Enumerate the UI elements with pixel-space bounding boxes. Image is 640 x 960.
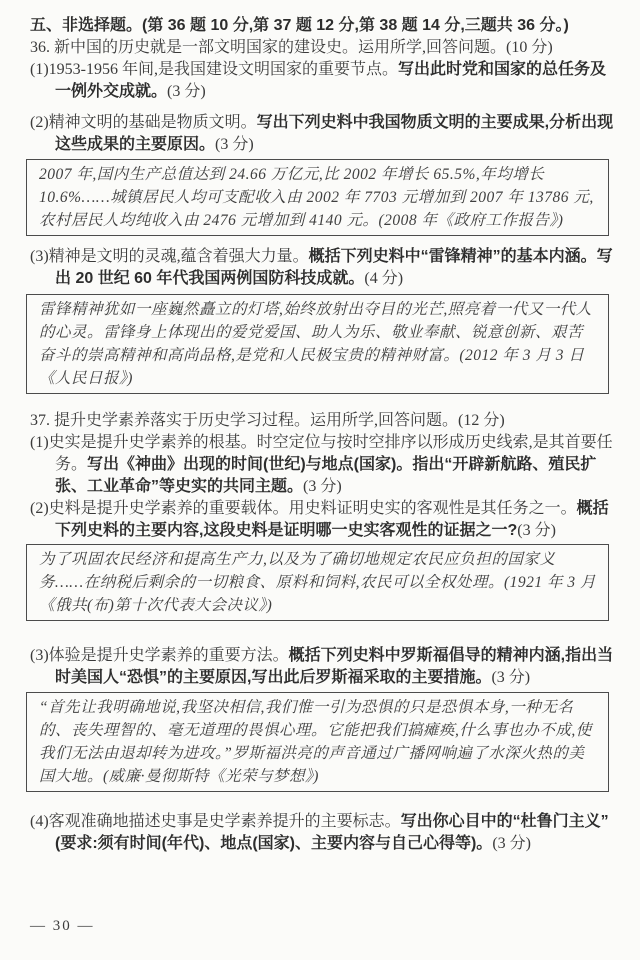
- question-37-part-3: [30, 645, 614, 689]
- body-text: 2007 年,国内生产总值达到 24.66 万亿元,比 2002 年增长 65.5%,年均增长 10.6%……城镇居民人均可支配收入由 2002 年 7703 元增加到 2007 年 13786 元,农村居民人均纯收入由 2476 元增加到 4140 元。(2008 年《政府工作报告》): [39, 166, 594, 229]
- question-36-part-3: [30, 246, 614, 290]
- body-text: (3 分): [491, 669, 531, 686]
- question-36-part-2: [30, 112, 614, 156]
- source-box-roosevelt-speech: [26, 692, 609, 792]
- body-text: (3 分): [492, 835, 531, 852]
- question-37-part-1: [30, 432, 614, 498]
- body-text: (3 分): [517, 522, 556, 539]
- body-text: (3 分): [215, 136, 254, 153]
- body-text: (2)史料是提升史学素养的重要载体。用史料证明史实的客观性是其任务之一。: [30, 500, 577, 517]
- emphasis-text: 写出你心目中的“杜鲁门主义”(要求:须有时间(年代)、地点(国家)、主要内容与自己心得等)。: [55, 813, 609, 852]
- body-text: 37. 提升史学素养落实于历史学习过程。运用所学,回答问题。(12 分): [30, 412, 505, 429]
- emphasis-text: 写出此时党和国家的总任务及一例外交成就。: [55, 61, 607, 100]
- body-text: (3 分): [167, 83, 206, 100]
- emphasis-text: 写出下列史料中我国物质文明的主要成果,分析出现这些成果的主要原因。: [55, 114, 614, 153]
- body-text: 雷锋精神犹如一座巍然矗立的灯塔,始终放射出夺目的光芒,照亮着一代又一代人的心灵。雷锋身上体现出的爱党爱国、助人为乐、敬业奉献、锐意创新、艰苦奋斗的崇高精神和高尚品格,是党和人民极宝贵的精神财富。(2012 年 3 月 3 日《人民日报》): [39, 301, 592, 387]
- body-text: (2)精神文明的基础是物质文明。: [30, 114, 257, 131]
- source-box-leifeng-spirit: [26, 294, 609, 394]
- page-number: — 30 —: [30, 918, 95, 934]
- body-text: (1)1953-1956 年间,是我国建设文明国家的重要节点。: [30, 61, 398, 78]
- body-text: (3 分): [303, 478, 342, 495]
- body-text: (3)体验是提升史学素养的重要方法。: [30, 647, 289, 664]
- body-text: 36. 新中国的历史就是一部文明国家的建设史。运用所学,回答问题。(10 分): [30, 39, 553, 56]
- emphasis-text: 写出《神曲》出现的时间(世纪)与地点(国家)。指出“开辟新航路、殖民扩张、工业革命”等史实的共同主题。: [55, 456, 597, 495]
- question-36-part-1: [30, 59, 614, 103]
- question-37-part-2: [30, 498, 614, 542]
- body-text: 为了巩固农民经济和提高生产力,以及为了确切地规定农民应负担的国家义务……在纳税后剩余的一切粮食、原料和饲料,农民可以全权处理。(1921 年 3 月《俄共(布)第十次代表大会决议》): [39, 551, 596, 614]
- question-37-part-4: [30, 811, 614, 855]
- question-37-intro: [30, 410, 614, 432]
- emphasis-text: 五、非选择题。(第 36 题 10 分,第 37 题 12 分,第 38 题 14 分,三题共 36 分。): [30, 17, 569, 34]
- body-text: (4)客观准确地描述史事是史学素养提升的主要标志。: [30, 813, 401, 830]
- emphasis-text: 概括下列史料中罗斯福倡导的精神内涵,指出当时美国人“恐惧”的主要原因,写出此后罗斯福采取的主要措施。: [55, 647, 614, 686]
- emphasis-text: 概括下列史料中“雷锋精神”的基本内涵。写出 20 世纪 60 年代我国两例国防科技成就。: [55, 248, 613, 287]
- question-36-intro: [30, 37, 614, 59]
- body-text: (4 分): [364, 270, 404, 287]
- body-text: (3)精神是文明的灵魂,蕴含着强大力量。: [30, 248, 309, 265]
- emphasis-text: 概括下列史料的主要内容,这段史料是证明哪一史实客观性的证据之一?: [55, 500, 609, 539]
- source-box-nep-decision: [26, 544, 609, 621]
- body-text: (1)史实是提升史学素养的根基。时空定位与按时空排序以形成历史线索,是其首要任务。: [30, 434, 613, 473]
- source-box-gdp-report: [26, 159, 609, 236]
- section-header: [30, 15, 614, 37]
- body-text: “首先让我明确地说,我坚决相信,我们惟一引为恐惧的只是恐惧本身,一种无名的、丧失理智的、毫无道理的畏惧心理。它能把我们搞瘫痪,什么事也办不成,使我们无法由退却转为进攻。”罗斯福洪亮的声音通过广播网响遍了水深火热的美国大地。(威廉·曼彻斯特《光荣与梦想》): [39, 699, 592, 785]
